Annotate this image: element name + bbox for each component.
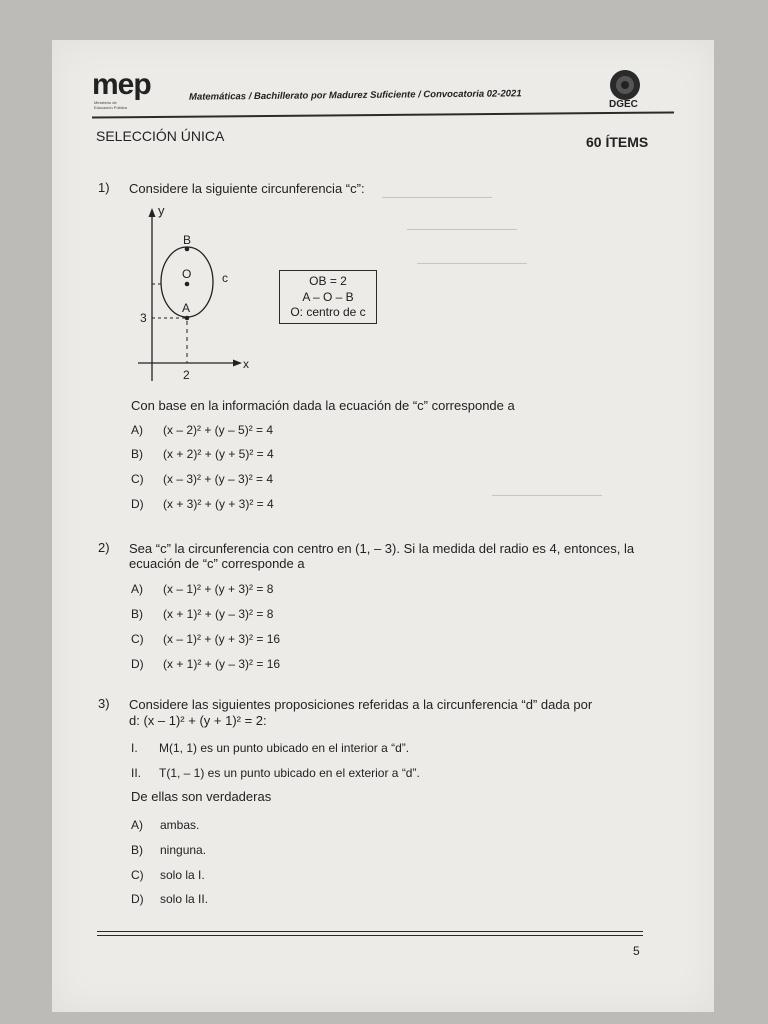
circle-figure (130, 198, 280, 388)
y-axis-arrow-icon (149, 208, 156, 217)
point-a (185, 316, 190, 321)
mep-logo-subtitle: Ministerio de Educación Pública (94, 100, 127, 110)
option-d-text: (x + 3)² + (y + 3)² = 4 (163, 497, 274, 511)
section-title: SELECCIÓN ÚNICA (96, 128, 225, 144)
bleed-through-text: ——————————— (492, 490, 602, 501)
y-axis-label: y (158, 203, 165, 218)
option-letter: A) (131, 818, 143, 832)
bleed-through-text: ——————————— (407, 224, 517, 235)
label-c: c (222, 271, 228, 285)
option-d-text: solo la II. (160, 892, 209, 906)
question-1-prompt: Con base en la información dada la ecuación de “c” corresponde a (131, 398, 515, 413)
label-o: O (182, 267, 192, 281)
option-b-text: ninguna. (160, 843, 207, 857)
option-b-text: (x + 2)² + (y + 5)² = 4 (163, 447, 274, 461)
point-b (185, 247, 190, 252)
footer-rule (97, 935, 643, 936)
option-c-text: (x – 1)² + (y + 3)² = 16 (163, 632, 281, 646)
option-letter: D) (131, 657, 144, 671)
question-3-text-line-2: d: (x – 1)² + (y + 1)² = 2: (129, 713, 267, 728)
section-item-count: 60 ÍTEMS (586, 134, 649, 150)
question-1-text: Considere la siguiente circunferencia “c”: (129, 181, 365, 196)
bleed-through-text: ——————————— (382, 192, 492, 203)
question-2-text-line-1: Sea “c” la circunferencia con centro en (1, – 3). Si la medida del radio es 4, entonces, la (129, 541, 635, 556)
point-o (185, 282, 190, 287)
option-c-text: solo la I. (160, 868, 205, 882)
option-letter: D) (131, 892, 144, 906)
option-a-text: ambas. (160, 818, 200, 832)
question-3-number: 3) (98, 696, 110, 711)
question-3-text-line-1: Considere las siguientes proposiciones referidas a la circunferencia “d” dada por (129, 697, 593, 712)
label-b: B (183, 233, 192, 247)
dgec-label: DGEC (609, 99, 638, 110)
option-letter: C) (131, 632, 144, 646)
header-title: Matemáticas / Bachillerato por Madurez Suficiente / Convocatoria 02-2021 (188, 88, 522, 103)
proposition-i-text: M(1, 1) es un punto ubicado en el interior a “d”. (159, 741, 410, 755)
bleed-through-text: ——————————— (417, 258, 527, 269)
option-d-text: (x + 1)² + (y – 3)² = 16 (163, 657, 281, 671)
mep-logo: mep (92, 68, 151, 101)
info-box (279, 270, 377, 324)
proposition-number: II. (131, 766, 142, 780)
dgec-seal-icon (608, 68, 642, 102)
info-box-line: A – O – B (302, 289, 354, 304)
tick-label-x: 2 (183, 368, 190, 382)
option-letter: D) (131, 497, 144, 511)
page-number: 5 (633, 944, 640, 958)
option-a-text: (x – 2)² + (y – 5)² = 4 (163, 423, 274, 437)
x-axis-label: x (243, 357, 249, 371)
option-letter: B) (131, 447, 143, 461)
info-box-line: O: centro de c (290, 305, 366, 319)
option-letter: C) (131, 868, 144, 882)
option-c-text: (x – 3)² + (y – 3)² = 4 (163, 472, 274, 486)
option-letter: A) (131, 423, 143, 437)
label-a: A (182, 301, 191, 315)
footer-rule (97, 931, 643, 932)
option-b-text: (x + 1)² + (y – 3)² = 8 (163, 607, 274, 621)
question-3-prompt: De ellas son verdaderas (131, 789, 272, 804)
info-box-line: OB = 2 (309, 274, 347, 288)
option-letter: A) (131, 582, 143, 596)
option-letter: B) (131, 843, 143, 857)
proposition-ii-text: T(1, – 1) es un punto ubicado en el exterior a “d”. (159, 766, 420, 780)
option-a-text: (x – 1)² + (y + 3)² = 8 (163, 582, 274, 596)
x-axis-arrow-icon (233, 360, 242, 367)
header-rule (92, 111, 674, 118)
proposition-number: I. (131, 741, 138, 755)
question-2-text-line-2: ecuación de “c” corresponde a (129, 556, 305, 571)
option-letter: C) (131, 472, 144, 486)
question-2-number: 2) (98, 540, 110, 555)
question-1-number: 1) (98, 180, 110, 195)
option-letter: B) (131, 607, 143, 621)
exam-page (52, 40, 714, 1012)
tick-label-y: 3 (140, 311, 147, 325)
